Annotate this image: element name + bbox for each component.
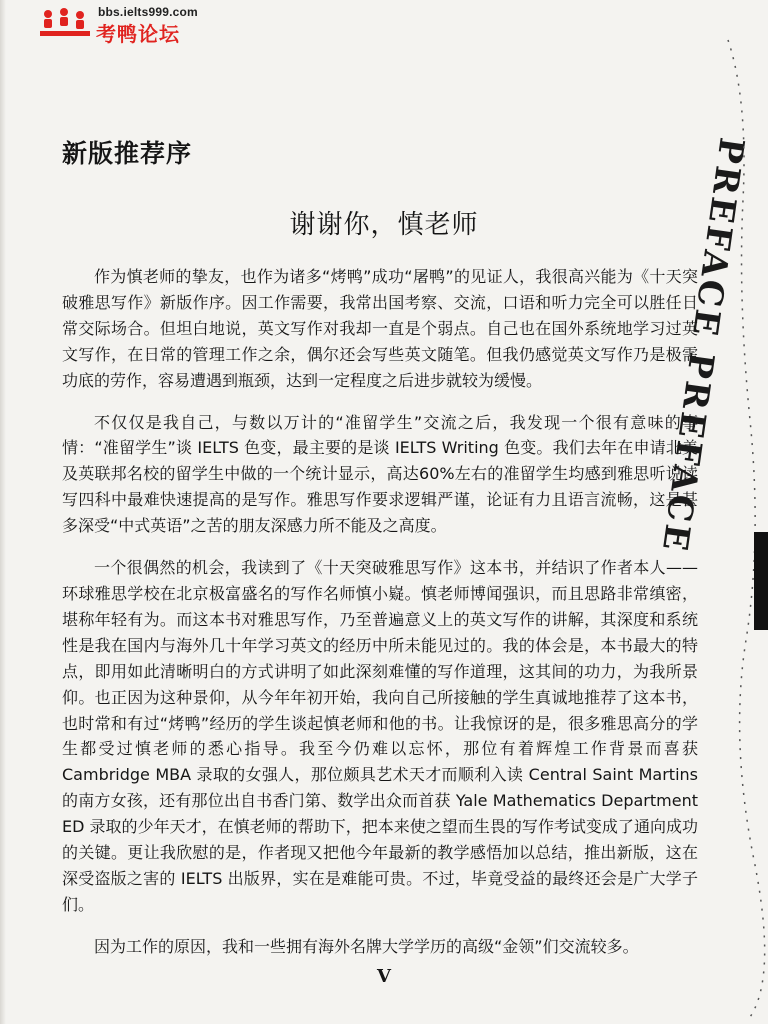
- paragraph-4: 因为工作的原因，我和一些拥有海外名牌大学学历的高级“金领”们交流较多。: [94, 936, 639, 956]
- paragraph-3: 一个很偶然的机会，我读到了《十天突破雅思写作》这本书，并结识了作者本人——环球雅思学校在北京极富盛名的写作名师慎小嶷。慎老师博闻强识，而且思路非常缜密，堪称年轻有为。而这本书对雅思写作，乃至普遍意义上的英文写作的讲解，其深度和系统性是我在国内与海外几十年学习英文的经历中所未能见过的。我的体会是，本书最大的特点，即用如此清晰明白的方式讲明了如此深刻难懂的写作道理，这其间的功力，为我所景仰。也正因为这种景仰，从今年年初开始，我向自己所接触的学生真诚地推荐了这本书，也时常和有过“烤鸭”经历的学生谈起慎老师和他的书。让我惊讶的是，很多雅思高分的学生都受过慎老师的悉心指导。我至今仍难以忘怀，那位有着辉煌工作背景而喜获 Cambridge MBA 录取的女强人，那位颇具艺术天才而顺利入读 Central Saint Martins 的南方女孩，还有那位出自书香门第、数学出众而首获 Yale Mathematics Department ED 录取的少年天才，在慎老师的帮助下，把本来使之望而生畏的写作考试变成了通向成功的关键。更让我欣慰的是，作者现又把他今年最新的教学感悟加以总结，推出新版，这在深受盗版之害的 IELTS 出版界，实在是难能可贵。不过，毕竟受益的最终还会是广大学子们。: [62, 558, 698, 914]
- page-title: 谢谢你，慎老师: [289, 210, 479, 240]
- paragraph-1: 作为慎老师的挚友，也作为诸多“烤鸭”成功“屠鸭”的见证人，我很高兴能为《十天突破雅思写作》新版作序。因工作需要，我常出国考察、交流，口语和听力完全可以胜任日常交际场合。但坦白地说，英文写作对我却一直是个弱点。自己也在国外系统地学习过英文写作，在日常的管理工作之余，偶尔还会写些英文随笔。但我仍感觉英文写作乃是极需功底的劳作，容易遭遇到瓶颈，达到一定程度之后进步就较为缓慢。: [62, 267, 698, 390]
- chapter-thumb-tab: [754, 532, 768, 630]
- site-logo[interactable]: [38, 2, 208, 46]
- site-brand-name: 考鸭论坛: [96, 22, 180, 46]
- page-edge-shadow: [0, 0, 6, 1024]
- site-url[interactable]: bbs.ielts999.com: [98, 5, 198, 19]
- page-number: V: [377, 966, 391, 987]
- margin-decoration-text: PREFACE PREFACE: [653, 135, 752, 556]
- ielts999-logo-icon: [38, 6, 94, 40]
- paragraph-2: 不仅仅是我自己，与数以万计的“准留学生”交流之后，我发现一个很有意味的事情：“准留学生”谈 IELTS 色变，最主要的是谈 IELTS Writing 色变。我们去年在申请北美及英联邦名校的留学生中做的一个统计显示，高达60%左右的准留学生均感到雅思听说读写四科中最难快速提高的是写作。雅思写作要求逻辑严谨，论证有力且语言流畅，这是甚多深受“中式英语”之苦的朋友深感力所不能及之高度。: [62, 412, 698, 536]
- body-text: [62, 264, 698, 960]
- section-label: 新版推荐序: [62, 139, 193, 168]
